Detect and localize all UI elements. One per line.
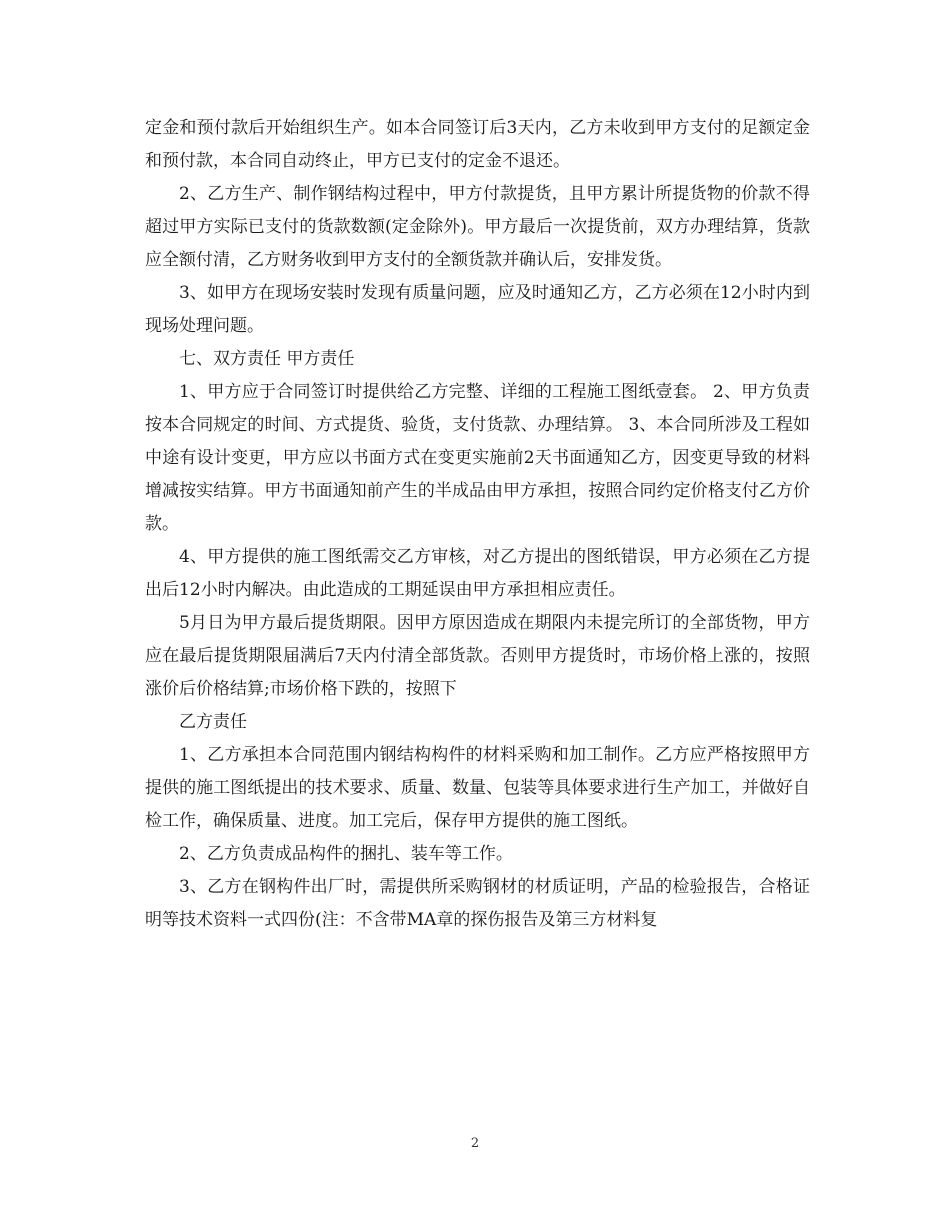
paragraph-quality-issue: 3、如甲方在现场安装时发现有质量问题，应及时通知乙方，乙方必须在12小时内到现场处理问题。 xyxy=(145,283,810,336)
subheading-party-b-responsibilities: 乙方责任 xyxy=(179,712,247,732)
paragraph-party-b-certificates: 3、乙方在钢构件出厂时，需提供所采购钢材的材质证明，产品的检验报告，合格证明等技术资料一式四份(注：不含带MA章的探伤报告及第三方材料复 xyxy=(145,877,810,930)
paragraph-party-b-loading: 2、乙方负责成品构件的捆扎、装车等工作。 xyxy=(179,844,513,864)
paragraph-deposit-termination: 定金和预付款后开始组织生产。如本合同签订后3天内，乙方未收到甲方支付的足额定金和预付款，本合同自动终止，甲方已支付的定金不退还。 xyxy=(145,118,810,171)
section-heading-responsibilities: 七、双方责任 甲方责任 xyxy=(179,349,355,369)
paragraph-party-a-duties: 1、甲方应于合同签订时提供给乙方完整、详细的工程施工图纸壹套。 2、甲方负责按本合同规定的时间、方式提货、验货，支付货款、办理结算。 3、本合同所涉及工程如中途有设计变更，甲方应以书面方式在变更实施前2天书面通知乙方，因变更导致的材料增减按实结算。甲方书面通知前产生的半成品由甲方承担，按照合同约定价格支付乙方价款。 xyxy=(145,382,810,534)
page-number: 2 xyxy=(470,1136,480,1151)
paragraph-drawing-review: 4、甲方提供的施工图纸需交乙方审核，对乙方提出的图纸错误，甲方必须在乙方提出后12小时内解决。由此造成的工期延误由甲方承担相应责任。 xyxy=(145,547,810,600)
document-page xyxy=(145,112,810,937)
paragraph-party-b-fabrication: 1、乙方承担本合同范围内钢结构构件的材料采购和加工制作。乙方应严格按照甲方提供的施工图纸提出的技术要求、质量、数量、包装等具体要求进行生产加工，并做好自检工作，确保质量、进度。加工完后，保存甲方提供的施工图纸。 xyxy=(145,745,810,831)
paragraph-payment-pickup: 2、乙方生产、制作钢结构过程中，甲方付款提货，且甲方累计所提货物的价款不得超过甲方实际已支付的货款数额(定金除外)。甲方最后一次提货前，双方办理结算，货款应全额付清，乙方财务收到甲方支付的全额货款并确认后，安排发货。 xyxy=(145,184,810,270)
paragraph-pickup-deadline: 5月日为甲方最后提货期限。因甲方原因造成在期限内未提完所订的全部货物，甲方应在最后提货期限届满后7天内付清全部货款。否则甲方提货时，市场价格上涨的，按照涨价后价格结算;市场价格下跌的，按照下 xyxy=(145,613,810,699)
